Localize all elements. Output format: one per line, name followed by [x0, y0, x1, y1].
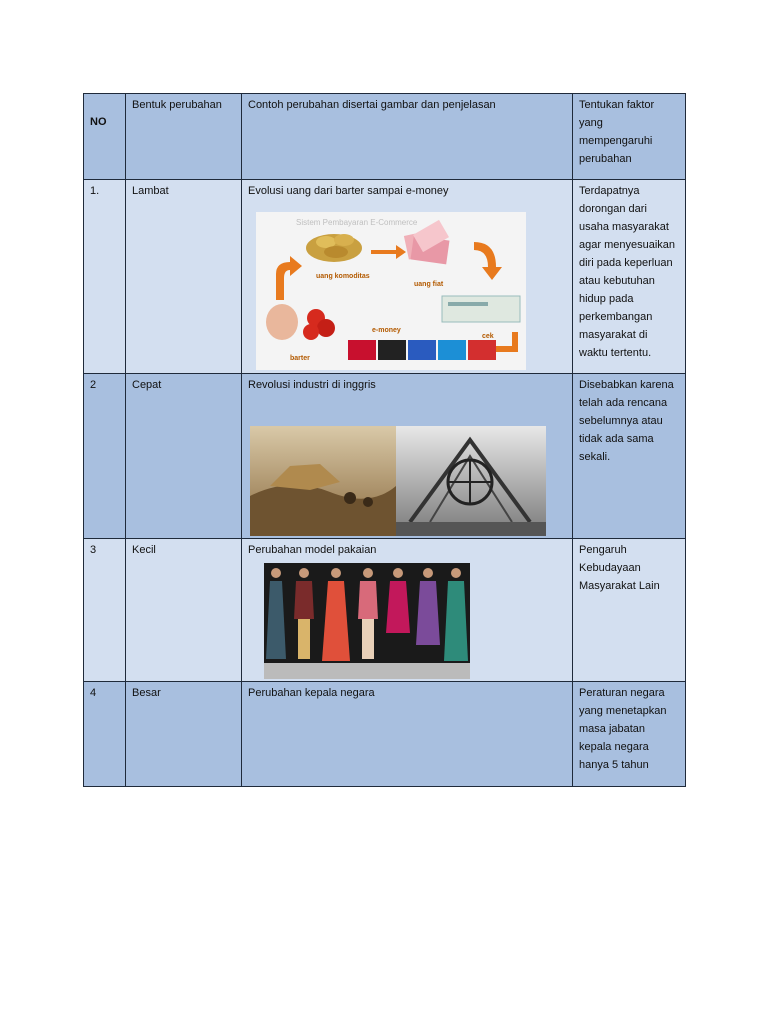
money-image-caption: Sistem Pembayaran E-Commerce — [296, 218, 418, 227]
row-faktor: Peraturan negara yang menetapkan masa jabatan kepala negara hanya 5 tahun — [573, 682, 686, 787]
table-row — [84, 180, 686, 374]
barter-icon — [266, 304, 335, 340]
row-bentuk: Kecil — [126, 539, 242, 682]
row-faktor: Disebabkan karena telah ada rencana sebelumnya atau tidak ada sama sekali. — [573, 374, 686, 539]
row-contoh: Perubahan kepala negara — [242, 682, 573, 787]
label-uang-fiat: uang fiat — [414, 281, 444, 288]
row-contoh-text: Revolusi industri di inggris — [248, 379, 376, 391]
coins-icon — [306, 234, 362, 262]
cheque-icon — [442, 296, 520, 322]
header-faktor: Tentukan faktor yang mempengaruhi perubahan — [573, 94, 686, 180]
header-bentuk: Bentuk perubahan — [126, 94, 242, 180]
header-no: NO — [84, 94, 126, 180]
money-evolution-illustration — [256, 212, 526, 370]
row-no: 4 — [84, 682, 126, 787]
row-bentuk: Cepat — [126, 374, 242, 539]
label-barter: barter — [290, 355, 310, 362]
arrow-down-icon — [474, 242, 502, 280]
money-evolution-image — [256, 212, 526, 370]
label-e-money: e-money — [372, 327, 401, 334]
table-header-row — [84, 94, 686, 180]
fashion-models-image — [264, 563, 470, 679]
row-bentuk: Lambat — [126, 180, 242, 374]
row-contoh-text: Perubahan model pakaian — [248, 544, 377, 556]
table-row — [84, 539, 686, 682]
industrial-revolution-illustration — [250, 426, 546, 536]
industrial-revolution-image — [250, 426, 546, 536]
table-row — [84, 682, 686, 787]
row-contoh — [242, 539, 573, 682]
row-contoh — [242, 374, 573, 539]
arrow-up-icon — [276, 256, 302, 300]
row-no: 2 — [84, 374, 126, 539]
label-cek: cek — [482, 333, 494, 340]
row-no: 3 — [84, 539, 126, 682]
row-no: 1. — [84, 180, 126, 374]
cards-icon — [348, 340, 496, 360]
arrow-right-icon — [371, 245, 406, 259]
header-contoh: Contoh perubahan disertai gambar dan penjelasan — [242, 94, 573, 180]
fashion-models-illustration — [264, 563, 470, 679]
table-row — [84, 374, 686, 539]
row-faktor: Terdapatnya dorongan dari usaha masyarakat agar menyesuaikan diri pada keperluan atau kebutuhan hidup pada perkembangan masyarakat di waktu tertentu. — [573, 180, 686, 374]
row-contoh — [242, 180, 573, 374]
row-contoh-text: Evolusi uang dari barter sampai e-money — [248, 185, 449, 197]
label-uang-komoditas: uang komoditas — [316, 273, 370, 280]
row-bentuk: Besar — [126, 682, 242, 787]
row-faktor: Pengaruh Kebudayaan Masyarakat Lain — [573, 539, 686, 682]
perubahan-table — [83, 93, 686, 787]
